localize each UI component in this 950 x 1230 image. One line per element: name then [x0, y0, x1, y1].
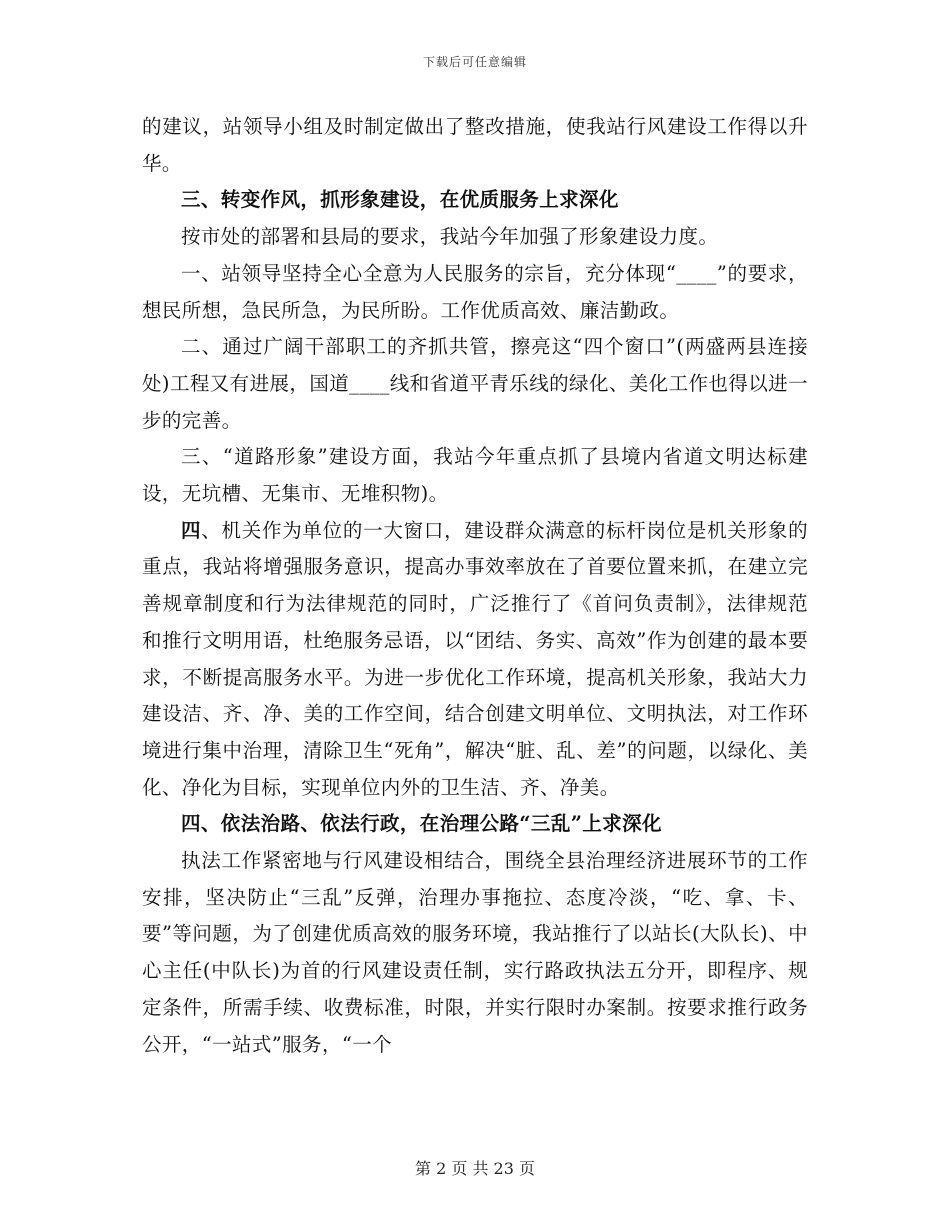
document-body [142, 109, 808, 1063]
page-footer: 第 2 页 共 23 页 [415, 1159, 535, 1178]
paragraph-item-1: 一、站领导坚持全心全意为人民服务的宗旨，充分体现“____”的要求，想民所想，急民所急，为民所盼。工作优质高效、廉洁勤政。 [142, 261, 808, 322]
section-heading-3: 三、转变作风，抓形象建设，在优质服务上求深化 [181, 188, 619, 212]
page-header: 下载后可任意编辑 [422, 55, 527, 69]
paragraph-item-4 [142, 513, 808, 807]
paragraph-item-3: 三、“道路形象”建设方面，我站今年重点抓了县境内省道文明达标建设，无坑槽、无集市、无堆积物)。 [142, 445, 808, 506]
section-heading-4: 四、依法治路、依法行政，在治理公路“三乱”上求深化 [181, 812, 662, 836]
paragraph-continuation: 的建议，站领导小组及时制定做出了整改措施，使我站行风建设工作得以升华。 [142, 115, 808, 175]
paragraph-item-2: 二、通过广阔干部职工的齐抓共管，擦亮这“四个窗口”(两盛两县连接处)工程又有进展，国道____线和省道平青乐线的绿化、美化工作也得以进一步的完善。 [142, 335, 808, 432]
paragraph-intro: 按市处的部署和县局的要求，我站今年加强了形象建设力度。 [181, 225, 719, 249]
item-4-text: 、机关作为单位的一大窗口，建设群众满意的标杆岗位是机关形象的重点，我站将增强服务意识，提高办事效率放在了首要位置来抓，在建立完善规章制度和行为法律规范的同时，广泛推行了《首问负责制》，法律规范和推行文明用语，杜绝服务忌语，以“团结、务实、高效”作为创建的最本要求，不断提高服务水平。为进一步优化工作环境，提高机关形象，我站大力建设洁、齐、净、美的工作空间，结合创建文明单位、文明执法，对工作环境进行集中治理，清除卫生“死角”，解决“脏、乱、差”的问题，以绿化、美化、净化为目标，实现单位内外的卫生洁、齐、净美。 [142, 518, 808, 799]
paragraph-enforcement: 执法工作紧密地与行风建设相结合，围绕全县治理经济进展环节的工作安排，坚决防止“三乱”反弹，治理办事拖拉、态度冷淡，“吃、拿、卡、要”等问题，为了创建优质高效的服务环境，我站推行了以站长(大队长)、中心主任(中队长)为首的行风建设责任制，实行路政执法五分开，即程序、规定条件，所需手续、收费标准，时限，并实行限时办案制。按要求推行政务公开，“一站式”服务，“一个 [142, 849, 808, 1056]
item-4-lead: 四 [181, 518, 202, 542]
